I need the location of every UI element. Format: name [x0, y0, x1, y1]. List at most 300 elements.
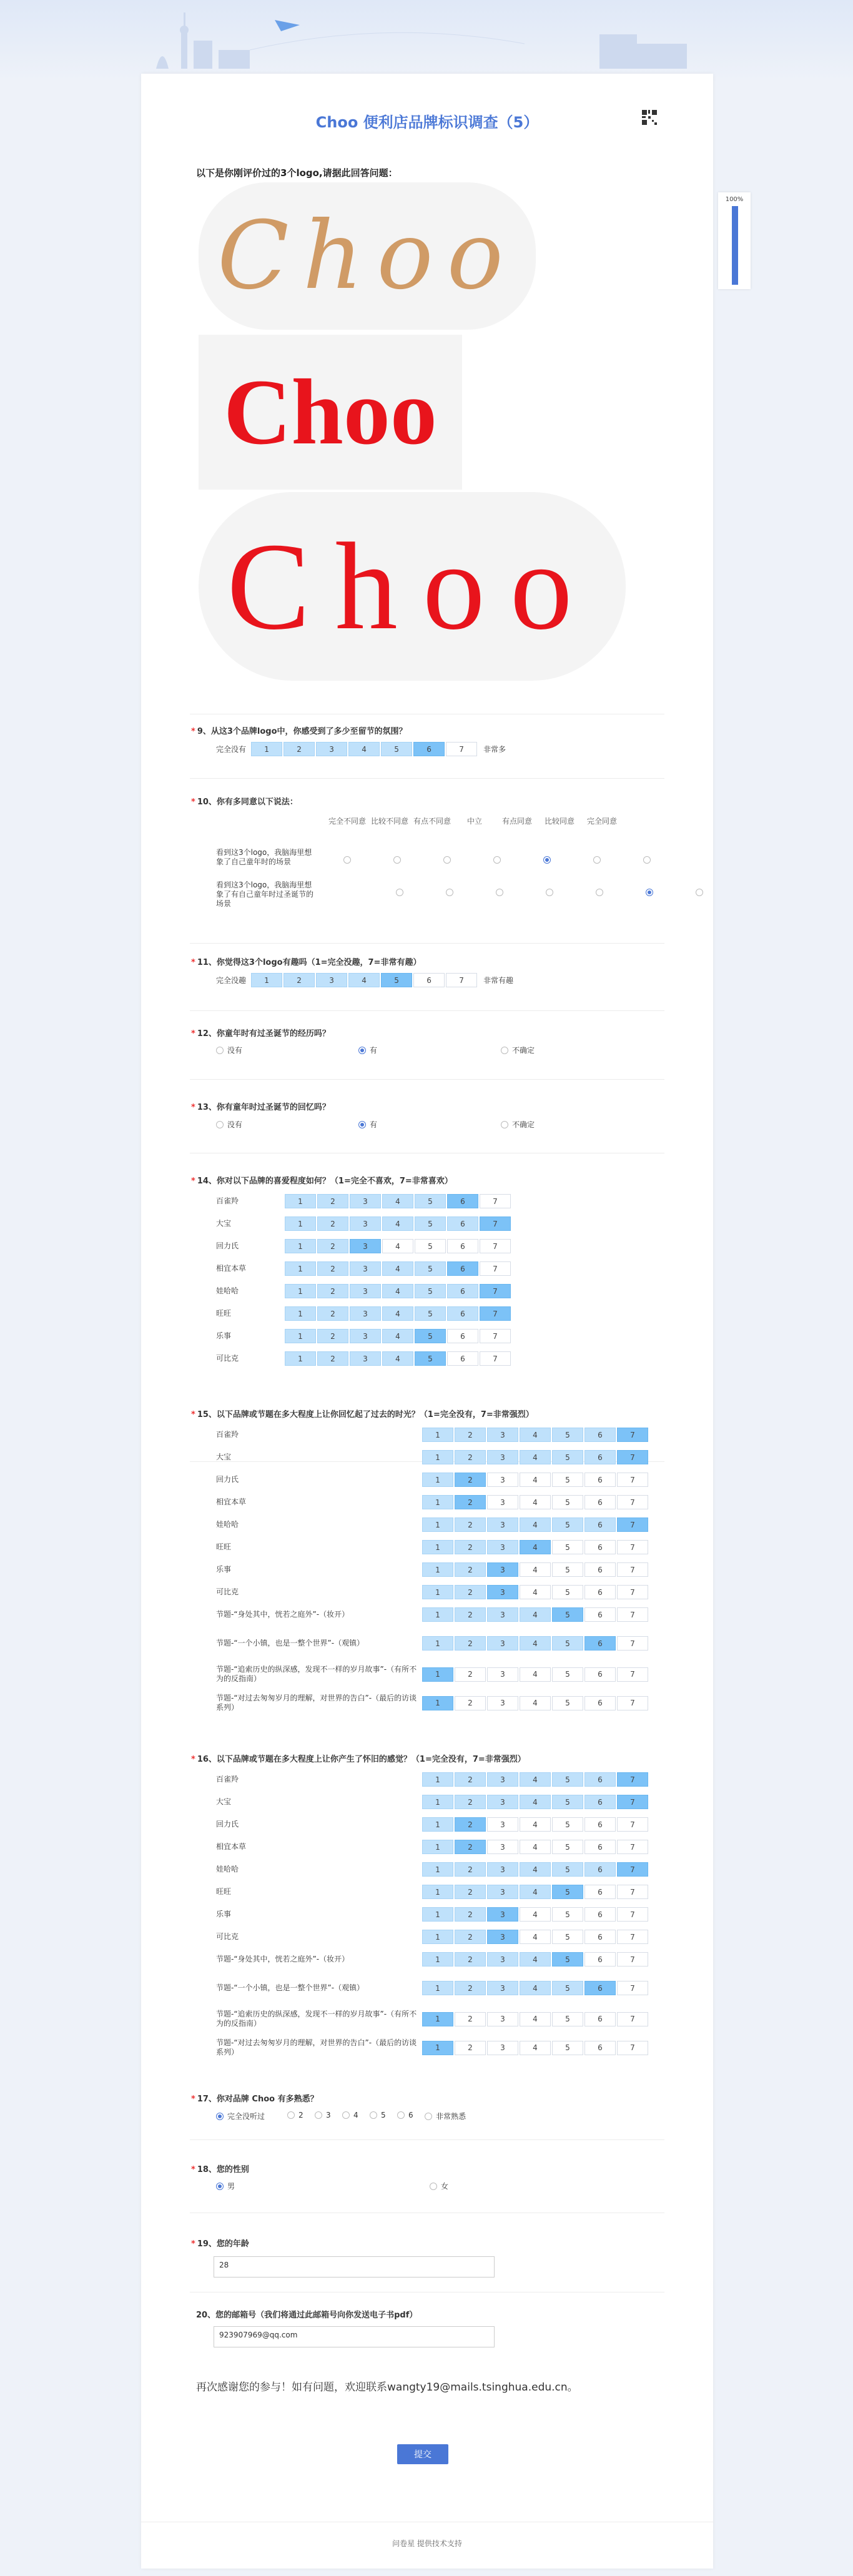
scale-option-4[interactable]: 4	[382, 1306, 413, 1321]
radio-button[interactable]	[287, 2111, 295, 2119]
scale-option-1[interactable]: 1	[422, 1952, 453, 1967]
scale-option-7[interactable]: 7	[480, 1284, 511, 1298]
scale-option-7[interactable]: 7	[617, 1450, 648, 1464]
scale-option-7[interactable]: 7	[617, 1885, 648, 1899]
scale-option-3[interactable]: 3	[487, 1696, 518, 1710]
radio-button[interactable]	[342, 2111, 350, 2119]
matrix-scale[interactable]	[422, 2012, 649, 2026]
scale-option-1[interactable]: 1	[422, 1450, 453, 1464]
matrix-scale[interactable]	[285, 1306, 512, 1321]
scale-option-7[interactable]: 7	[617, 1862, 648, 1877]
matrix-radio[interactable]	[546, 889, 553, 896]
scale-option-7[interactable]: 7	[617, 1517, 648, 1532]
scale-option-7[interactable]: 7	[446, 973, 477, 987]
scale-option-3[interactable]: 3	[350, 1306, 381, 1321]
scale-option-1[interactable]: 1	[422, 1795, 453, 1809]
scale-option-1[interactable]: 1	[422, 1772, 453, 1787]
scale-option-5[interactable]: 5	[552, 1840, 583, 1854]
scale-option-4[interactable]: 4	[348, 973, 380, 987]
scale-option-4[interactable]: 4	[520, 1885, 551, 1899]
scale-option-7[interactable]: 7	[617, 1636, 648, 1651]
matrix-radio[interactable]	[393, 856, 401, 864]
scale-option-3[interactable]: 3	[350, 1329, 381, 1343]
matrix-scale[interactable]	[422, 1450, 649, 1464]
scale-option-7[interactable]: 7	[617, 1696, 648, 1710]
scale-option-7[interactable]: 7	[480, 1216, 511, 1231]
scale-option-7[interactable]: 7	[617, 1562, 648, 1577]
scale-option-7[interactable]: 7	[617, 1817, 648, 1832]
scale-option-3[interactable]: 3	[350, 1284, 381, 1298]
scale-option-1[interactable]: 1	[285, 1261, 316, 1276]
scale-option-7[interactable]: 7	[617, 1772, 648, 1787]
scale-option-7[interactable]: 7	[480, 1261, 511, 1276]
scale-option-7[interactable]: 7	[617, 1930, 648, 1944]
scale-option-7[interactable]: 7	[617, 1667, 648, 1682]
scale-option-5[interactable]: 5	[552, 1696, 583, 1710]
matrix-scale[interactable]	[422, 1585, 649, 1599]
scale-option-3[interactable]: 3	[487, 1517, 518, 1532]
scale-option-4[interactable]: 4	[520, 1450, 551, 1464]
scale-option-1[interactable]: 1	[422, 1885, 453, 1899]
scale-option-3[interactable]: 3	[350, 1239, 381, 1253]
scale-option-6[interactable]: 6	[584, 1428, 616, 1442]
scale-option-2[interactable]: 2	[317, 1329, 348, 1343]
scale-option-5[interactable]: 5	[415, 1261, 446, 1276]
matrix-scale[interactable]	[422, 1907, 649, 1922]
scale-option-5[interactable]: 5	[415, 1306, 446, 1321]
scale-option-4[interactable]: 4	[382, 1194, 413, 1208]
matrix-scale[interactable]	[285, 1216, 512, 1231]
scale-option-3[interactable]: 3	[487, 1772, 518, 1787]
scale-option-1[interactable]: 1	[422, 1862, 453, 1877]
matrix-scale[interactable]	[422, 1517, 649, 1532]
scale-option-6[interactable]: 6	[584, 2041, 616, 2055]
scale-option-1[interactable]: 1	[285, 1239, 316, 1253]
matrix-radio[interactable]	[596, 889, 603, 896]
scale-option-1[interactable]: 1	[251, 742, 282, 756]
scale-option-1[interactable]: 1	[422, 1636, 453, 1651]
scale-option-6[interactable]: 6	[447, 1284, 478, 1298]
qr-code-icon[interactable]	[641, 109, 658, 126]
scale-option-5[interactable]: 5	[552, 1517, 583, 1532]
scale-option-2[interactable]: 2	[455, 1817, 486, 1832]
scale-option-5[interactable]: 5	[552, 1862, 583, 1877]
matrix-radio[interactable]	[593, 856, 601, 864]
scale-option-5[interactable]: 5	[552, 1817, 583, 1832]
scale-option-7[interactable]: 7	[617, 1428, 648, 1442]
scale-option-3[interactable]: 3	[487, 2012, 518, 2026]
scale-option-4[interactable]: 4	[520, 1585, 551, 1599]
matrix-scale[interactable]	[422, 1930, 649, 1944]
scale-option-3[interactable]: 3	[350, 1194, 381, 1208]
scale-option-3[interactable]: 3	[487, 1952, 518, 1967]
scale-option-5[interactable]: 5	[415, 1239, 446, 1253]
matrix-scale[interactable]	[422, 1428, 649, 1442]
scale-option-2[interactable]: 2	[455, 1585, 486, 1599]
matrix-scale[interactable]	[422, 1952, 649, 1967]
scale-option-2[interactable]: 2	[455, 1981, 486, 1995]
scale-option-2[interactable]: 2	[455, 1473, 486, 1487]
age-input[interactable]: 28	[214, 2256, 495, 2277]
scale-option-2[interactable]: 2	[455, 1772, 486, 1787]
matrix-scale[interactable]	[422, 1636, 649, 1651]
scale-option-6[interactable]: 6	[584, 1981, 616, 1995]
scale-option-4[interactable]: 4	[520, 1428, 551, 1442]
scale-option-5[interactable]: 5	[552, 1607, 583, 1622]
radio-button[interactable]	[425, 2113, 432, 2120]
scale-option-6[interactable]: 6	[584, 1772, 616, 1787]
scale-option-5[interactable]: 5	[552, 1473, 583, 1487]
scale-option-5[interactable]: 5	[552, 1667, 583, 1682]
matrix-scale[interactable]	[285, 1261, 512, 1276]
scale-option-1[interactable]: 1	[422, 1981, 453, 1995]
radio-button[interactable]	[370, 2111, 377, 2119]
scale-option-6[interactable]: 6	[584, 1907, 616, 1922]
scale-option-6[interactable]: 6	[447, 1261, 478, 1276]
radio-option[interactable]	[216, 1119, 242, 1130]
scale-option-2[interactable]: 2	[455, 1795, 486, 1809]
scale-option-2[interactable]: 2	[455, 2041, 486, 2055]
scale-option-3[interactable]: 3	[487, 1885, 518, 1899]
scale-option-3[interactable]: 3	[487, 1907, 518, 1922]
matrix-scale[interactable]	[422, 1540, 649, 1554]
scale-option-5[interactable]: 5	[381, 973, 412, 987]
scale-option-1[interactable]: 1	[422, 2041, 453, 2055]
radio-option[interactable]	[358, 1119, 377, 1130]
scale-option-5[interactable]: 5	[552, 1885, 583, 1899]
scale-option-2[interactable]: 2	[455, 1907, 486, 1922]
scale-option-4[interactable]: 4	[520, 1930, 551, 1944]
matrix-scale[interactable]	[422, 1562, 649, 1577]
scale-option-1[interactable]: 1	[422, 1667, 453, 1682]
scale-option-4[interactable]: 4	[520, 1607, 551, 1622]
scale-option-2[interactable]: 2	[455, 1636, 486, 1651]
scale-option-4[interactable]: 4	[520, 1473, 551, 1487]
scale-option-2[interactable]: 2	[455, 1930, 486, 1944]
scale-option-4[interactable]: 4	[520, 1840, 551, 1854]
scale-option-1[interactable]: 1	[422, 1585, 453, 1599]
matrix-scale[interactable]	[285, 1284, 512, 1298]
scale-option-7[interactable]: 7	[617, 1540, 648, 1554]
radio-option[interactable]	[397, 2111, 413, 2120]
scale-option-4[interactable]: 4	[520, 1667, 551, 1682]
radio-button[interactable]	[216, 1047, 224, 1054]
scale-option-3[interactable]: 3	[350, 1351, 381, 1366]
scale-option-6[interactable]: 6	[584, 1930, 616, 1944]
scale-option-2[interactable]: 2	[284, 742, 315, 756]
scale-option-2[interactable]: 2	[455, 1667, 486, 1682]
scale-option-6[interactable]: 6	[447, 1194, 478, 1208]
scale-option-2[interactable]: 2	[317, 1284, 348, 1298]
scale-option-2[interactable]: 2	[317, 1351, 348, 1366]
radio-button[interactable]	[501, 1121, 508, 1128]
scale-option-6[interactable]: 6	[584, 1540, 616, 1554]
scale-option-4[interactable]: 4	[520, 1795, 551, 1809]
scale-option-6[interactable]: 6	[584, 1667, 616, 1682]
scale-option-5[interactable]: 5	[415, 1216, 446, 1231]
scale-option-6[interactable]: 6	[413, 742, 445, 756]
scale-option-1[interactable]: 1	[285, 1284, 316, 1298]
scale-option-3[interactable]: 3	[487, 1817, 518, 1832]
matrix-radio[interactable]	[646, 889, 653, 896]
scale-option-4[interactable]: 4	[520, 1817, 551, 1832]
scale-option-4[interactable]: 4	[520, 1772, 551, 1787]
scale-option-7[interactable]: 7	[617, 1473, 648, 1487]
scale-option-3[interactable]: 3	[350, 1261, 381, 1276]
scale-option-5[interactable]: 5	[552, 1585, 583, 1599]
scale-option-5[interactable]: 5	[415, 1329, 446, 1343]
scale-option-6[interactable]: 6	[584, 1696, 616, 1710]
scale-option-3[interactable]: 3	[487, 1667, 518, 1682]
scale-option-4[interactable]: 4	[520, 2012, 551, 2026]
scale-option-4[interactable]: 4	[520, 1540, 551, 1554]
scale-option-5[interactable]: 5	[415, 1194, 446, 1208]
scale-option-4[interactable]: 4	[520, 1495, 551, 1509]
q11-scale[interactable]	[251, 973, 478, 987]
matrix-scale[interactable]	[422, 1795, 649, 1809]
matrix-scale[interactable]	[285, 1329, 512, 1343]
matrix-scale[interactable]	[422, 1981, 649, 1995]
radio-option[interactable]	[315, 2111, 331, 2120]
scale-option-3[interactable]: 3	[487, 2041, 518, 2055]
scale-option-5[interactable]: 5	[552, 1981, 583, 1995]
matrix-scale[interactable]	[285, 1351, 512, 1366]
scale-option-5[interactable]: 5	[552, 1428, 583, 1442]
scale-option-7[interactable]: 7	[446, 742, 477, 756]
matrix-scale[interactable]	[422, 1696, 649, 1710]
matrix-scale[interactable]	[285, 1194, 512, 1208]
matrix-scale[interactable]	[422, 1862, 649, 1877]
scale-option-2[interactable]: 2	[317, 1194, 348, 1208]
matrix-scale[interactable]	[422, 1667, 649, 1682]
scale-option-5[interactable]: 5	[552, 2012, 583, 2026]
scale-option-5[interactable]: 5	[552, 1772, 583, 1787]
scale-option-2[interactable]: 2	[455, 1428, 486, 1442]
scale-option-4[interactable]: 4	[520, 1952, 551, 1967]
scale-option-5[interactable]: 5	[552, 1930, 583, 1944]
scale-option-1[interactable]: 1	[422, 1607, 453, 1622]
radio-button[interactable]	[358, 1047, 366, 1054]
scale-option-1[interactable]: 1	[285, 1216, 316, 1231]
scale-option-5[interactable]: 5	[552, 1795, 583, 1809]
scale-option-2[interactable]: 2	[455, 1885, 486, 1899]
scale-option-6[interactable]: 6	[584, 1562, 616, 1577]
matrix-scale[interactable]	[422, 1473, 649, 1487]
scale-option-6[interactable]: 6	[584, 1585, 616, 1599]
scale-option-7[interactable]: 7	[617, 1607, 648, 1622]
scale-option-5[interactable]: 5	[415, 1284, 446, 1298]
scale-option-5[interactable]: 5	[552, 2041, 583, 2055]
scale-option-2[interactable]: 2	[455, 1952, 486, 1967]
scale-option-6[interactable]: 6	[584, 1495, 616, 1509]
matrix-radio[interactable]	[443, 856, 451, 864]
scale-option-3[interactable]: 3	[487, 1862, 518, 1877]
radio-option[interactable]	[216, 2181, 235, 2191]
scale-option-1[interactable]: 1	[285, 1306, 316, 1321]
scale-option-1[interactable]: 1	[422, 2012, 453, 2026]
scale-option-6[interactable]: 6	[584, 2012, 616, 2026]
scale-option-6[interactable]: 6	[584, 1517, 616, 1532]
scale-option-2[interactable]: 2	[455, 1607, 486, 1622]
scale-option-4[interactable]: 4	[520, 1696, 551, 1710]
scale-option-4[interactable]: 4	[382, 1261, 413, 1276]
scale-option-3[interactable]: 3	[487, 1981, 518, 1995]
matrix-radio[interactable]	[343, 856, 351, 864]
radio-option[interactable]	[501, 1045, 535, 1055]
scale-option-1[interactable]: 1	[422, 1517, 453, 1532]
scale-option-2[interactable]: 2	[317, 1239, 348, 1253]
scale-option-6[interactable]: 6	[584, 1636, 616, 1651]
scale-option-6[interactable]: 6	[584, 1450, 616, 1464]
matrix-radio[interactable]	[696, 889, 703, 896]
scale-option-4[interactable]: 4	[520, 1562, 551, 1577]
scale-option-4[interactable]: 4	[382, 1216, 413, 1231]
scale-option-1[interactable]: 1	[422, 1840, 453, 1854]
scale-option-5[interactable]: 5	[552, 1562, 583, 1577]
scale-option-4[interactable]: 4	[520, 1517, 551, 1532]
radio-option[interactable]	[501, 1119, 535, 1130]
scale-option-5[interactable]: 5	[552, 1450, 583, 1464]
scale-option-5[interactable]: 5	[552, 1495, 583, 1509]
scale-option-2[interactable]: 2	[455, 1696, 486, 1710]
scale-option-2[interactable]: 2	[455, 1495, 486, 1509]
radio-button[interactable]	[358, 1121, 366, 1128]
scale-option-7[interactable]: 7	[617, 1795, 648, 1809]
scale-option-7[interactable]: 7	[617, 1981, 648, 1995]
radio-option[interactable]	[370, 2111, 386, 2120]
scale-option-4[interactable]: 4	[520, 1636, 551, 1651]
scale-option-3[interactable]: 3	[487, 1450, 518, 1464]
scale-option-5[interactable]: 5	[552, 1907, 583, 1922]
scale-option-6[interactable]: 6	[584, 1607, 616, 1622]
scale-option-3[interactable]: 3	[487, 1562, 518, 1577]
matrix-scale[interactable]	[422, 1607, 649, 1622]
scale-option-3[interactable]: 3	[487, 1795, 518, 1809]
scale-option-5[interactable]: 5	[552, 1540, 583, 1554]
scale-option-7[interactable]: 7	[480, 1306, 511, 1321]
matrix-scale[interactable]	[422, 1817, 649, 1832]
matrix-radio[interactable]	[446, 889, 453, 896]
scale-option-2[interactable]: 2	[317, 1216, 348, 1231]
scale-option-3[interactable]: 3	[487, 1585, 518, 1599]
scale-option-7[interactable]: 7	[480, 1351, 511, 1366]
scale-option-5[interactable]: 5	[415, 1351, 446, 1366]
radio-button[interactable]	[315, 2111, 322, 2119]
scale-option-7[interactable]: 7	[480, 1329, 511, 1343]
scale-option-7[interactable]: 7	[617, 1495, 648, 1509]
scale-option-4[interactable]: 4	[520, 2041, 551, 2055]
scale-option-6[interactable]: 6	[447, 1216, 478, 1231]
scale-option-2[interactable]: 2	[455, 2012, 486, 2026]
scale-option-3[interactable]: 3	[316, 742, 347, 756]
scale-option-1[interactable]: 1	[422, 1540, 453, 1554]
scale-option-1[interactable]: 1	[422, 1495, 453, 1509]
scale-option-4[interactable]: 4	[520, 1907, 551, 1922]
scale-option-2[interactable]: 2	[455, 1840, 486, 1854]
scale-option-1[interactable]: 1	[422, 1562, 453, 1577]
radio-button[interactable]	[501, 1047, 508, 1054]
scale-option-3[interactable]: 3	[487, 1636, 518, 1651]
matrix-radio[interactable]	[496, 889, 503, 896]
scale-option-3[interactable]: 3	[350, 1216, 381, 1231]
scale-option-4[interactable]: 4	[348, 742, 380, 756]
radio-option[interactable]	[287, 2111, 303, 2120]
scale-option-2[interactable]: 2	[317, 1306, 348, 1321]
radio-option[interactable]	[358, 1045, 377, 1055]
scale-option-5[interactable]: 5	[552, 1636, 583, 1651]
matrix-radio[interactable]	[396, 889, 403, 896]
matrix-radio[interactable]	[543, 856, 551, 864]
scale-option-1[interactable]: 1	[251, 973, 282, 987]
scale-option-2[interactable]: 2	[455, 1517, 486, 1532]
matrix-scale[interactable]	[422, 1772, 649, 1787]
scale-option-1[interactable]: 1	[285, 1351, 316, 1366]
scale-option-4[interactable]: 4	[520, 1862, 551, 1877]
scale-option-7[interactable]: 7	[617, 1907, 648, 1922]
scale-option-3[interactable]: 3	[487, 1930, 518, 1944]
submit-button[interactable]: 提交	[397, 2444, 448, 2464]
scale-option-3[interactable]: 3	[316, 973, 347, 987]
scale-option-7[interactable]: 7	[617, 1840, 648, 1854]
scale-option-3[interactable]: 3	[487, 1495, 518, 1509]
scale-option-6[interactable]: 6	[447, 1239, 478, 1253]
matrix-scale[interactable]	[422, 1885, 649, 1899]
scale-option-2[interactable]: 2	[317, 1261, 348, 1276]
scale-option-6[interactable]: 6	[584, 1862, 616, 1877]
scale-option-2[interactable]: 2	[284, 973, 315, 987]
scale-option-3[interactable]: 3	[487, 1473, 518, 1487]
radio-button[interactable]	[430, 2183, 437, 2190]
scale-option-6[interactable]: 6	[447, 1351, 478, 1366]
scale-option-3[interactable]: 3	[487, 1428, 518, 1442]
scale-option-7[interactable]: 7	[480, 1239, 511, 1253]
matrix-scale[interactable]	[422, 1840, 649, 1854]
scale-option-7[interactable]: 7	[617, 2041, 648, 2055]
scale-option-1[interactable]: 1	[422, 1473, 453, 1487]
radio-option[interactable]	[425, 2111, 466, 2121]
radio-option[interactable]	[216, 1045, 242, 1055]
scale-option-2[interactable]: 2	[455, 1540, 486, 1554]
matrix-scale[interactable]	[422, 1495, 649, 1509]
scale-option-1[interactable]: 1	[422, 1428, 453, 1442]
q9-scale[interactable]	[251, 742, 478, 756]
scale-option-6[interactable]: 6	[584, 1817, 616, 1832]
scale-option-6[interactable]: 6	[584, 1840, 616, 1854]
scale-option-1[interactable]: 1	[285, 1194, 316, 1208]
scale-option-6[interactable]: 6	[584, 1795, 616, 1809]
scale-option-6[interactable]: 6	[447, 1306, 478, 1321]
matrix-radio[interactable]	[493, 856, 501, 864]
scale-option-7[interactable]: 7	[617, 2012, 648, 2026]
scale-option-4[interactable]: 4	[382, 1351, 413, 1366]
scale-option-7[interactable]: 7	[480, 1194, 511, 1208]
scale-option-6[interactable]: 6	[584, 1473, 616, 1487]
matrix-scale[interactable]	[285, 1239, 512, 1253]
scale-option-1[interactable]: 1	[285, 1329, 316, 1343]
matrix-scale[interactable]	[422, 2041, 649, 2055]
radio-option[interactable]	[430, 2181, 448, 2191]
scale-option-3[interactable]: 3	[487, 1540, 518, 1554]
scale-option-4[interactable]: 4	[520, 1981, 551, 1995]
scale-option-2[interactable]: 2	[455, 1450, 486, 1464]
scale-option-4[interactable]: 4	[382, 1239, 413, 1253]
email-input[interactable]: 923907969@qq.com	[214, 2326, 495, 2347]
scale-option-3[interactable]: 3	[487, 1840, 518, 1854]
scale-option-5[interactable]: 5	[381, 742, 412, 756]
scale-option-6[interactable]: 6	[413, 973, 445, 987]
scale-option-1[interactable]: 1	[422, 1907, 453, 1922]
scale-option-6[interactable]: 6	[584, 1885, 616, 1899]
